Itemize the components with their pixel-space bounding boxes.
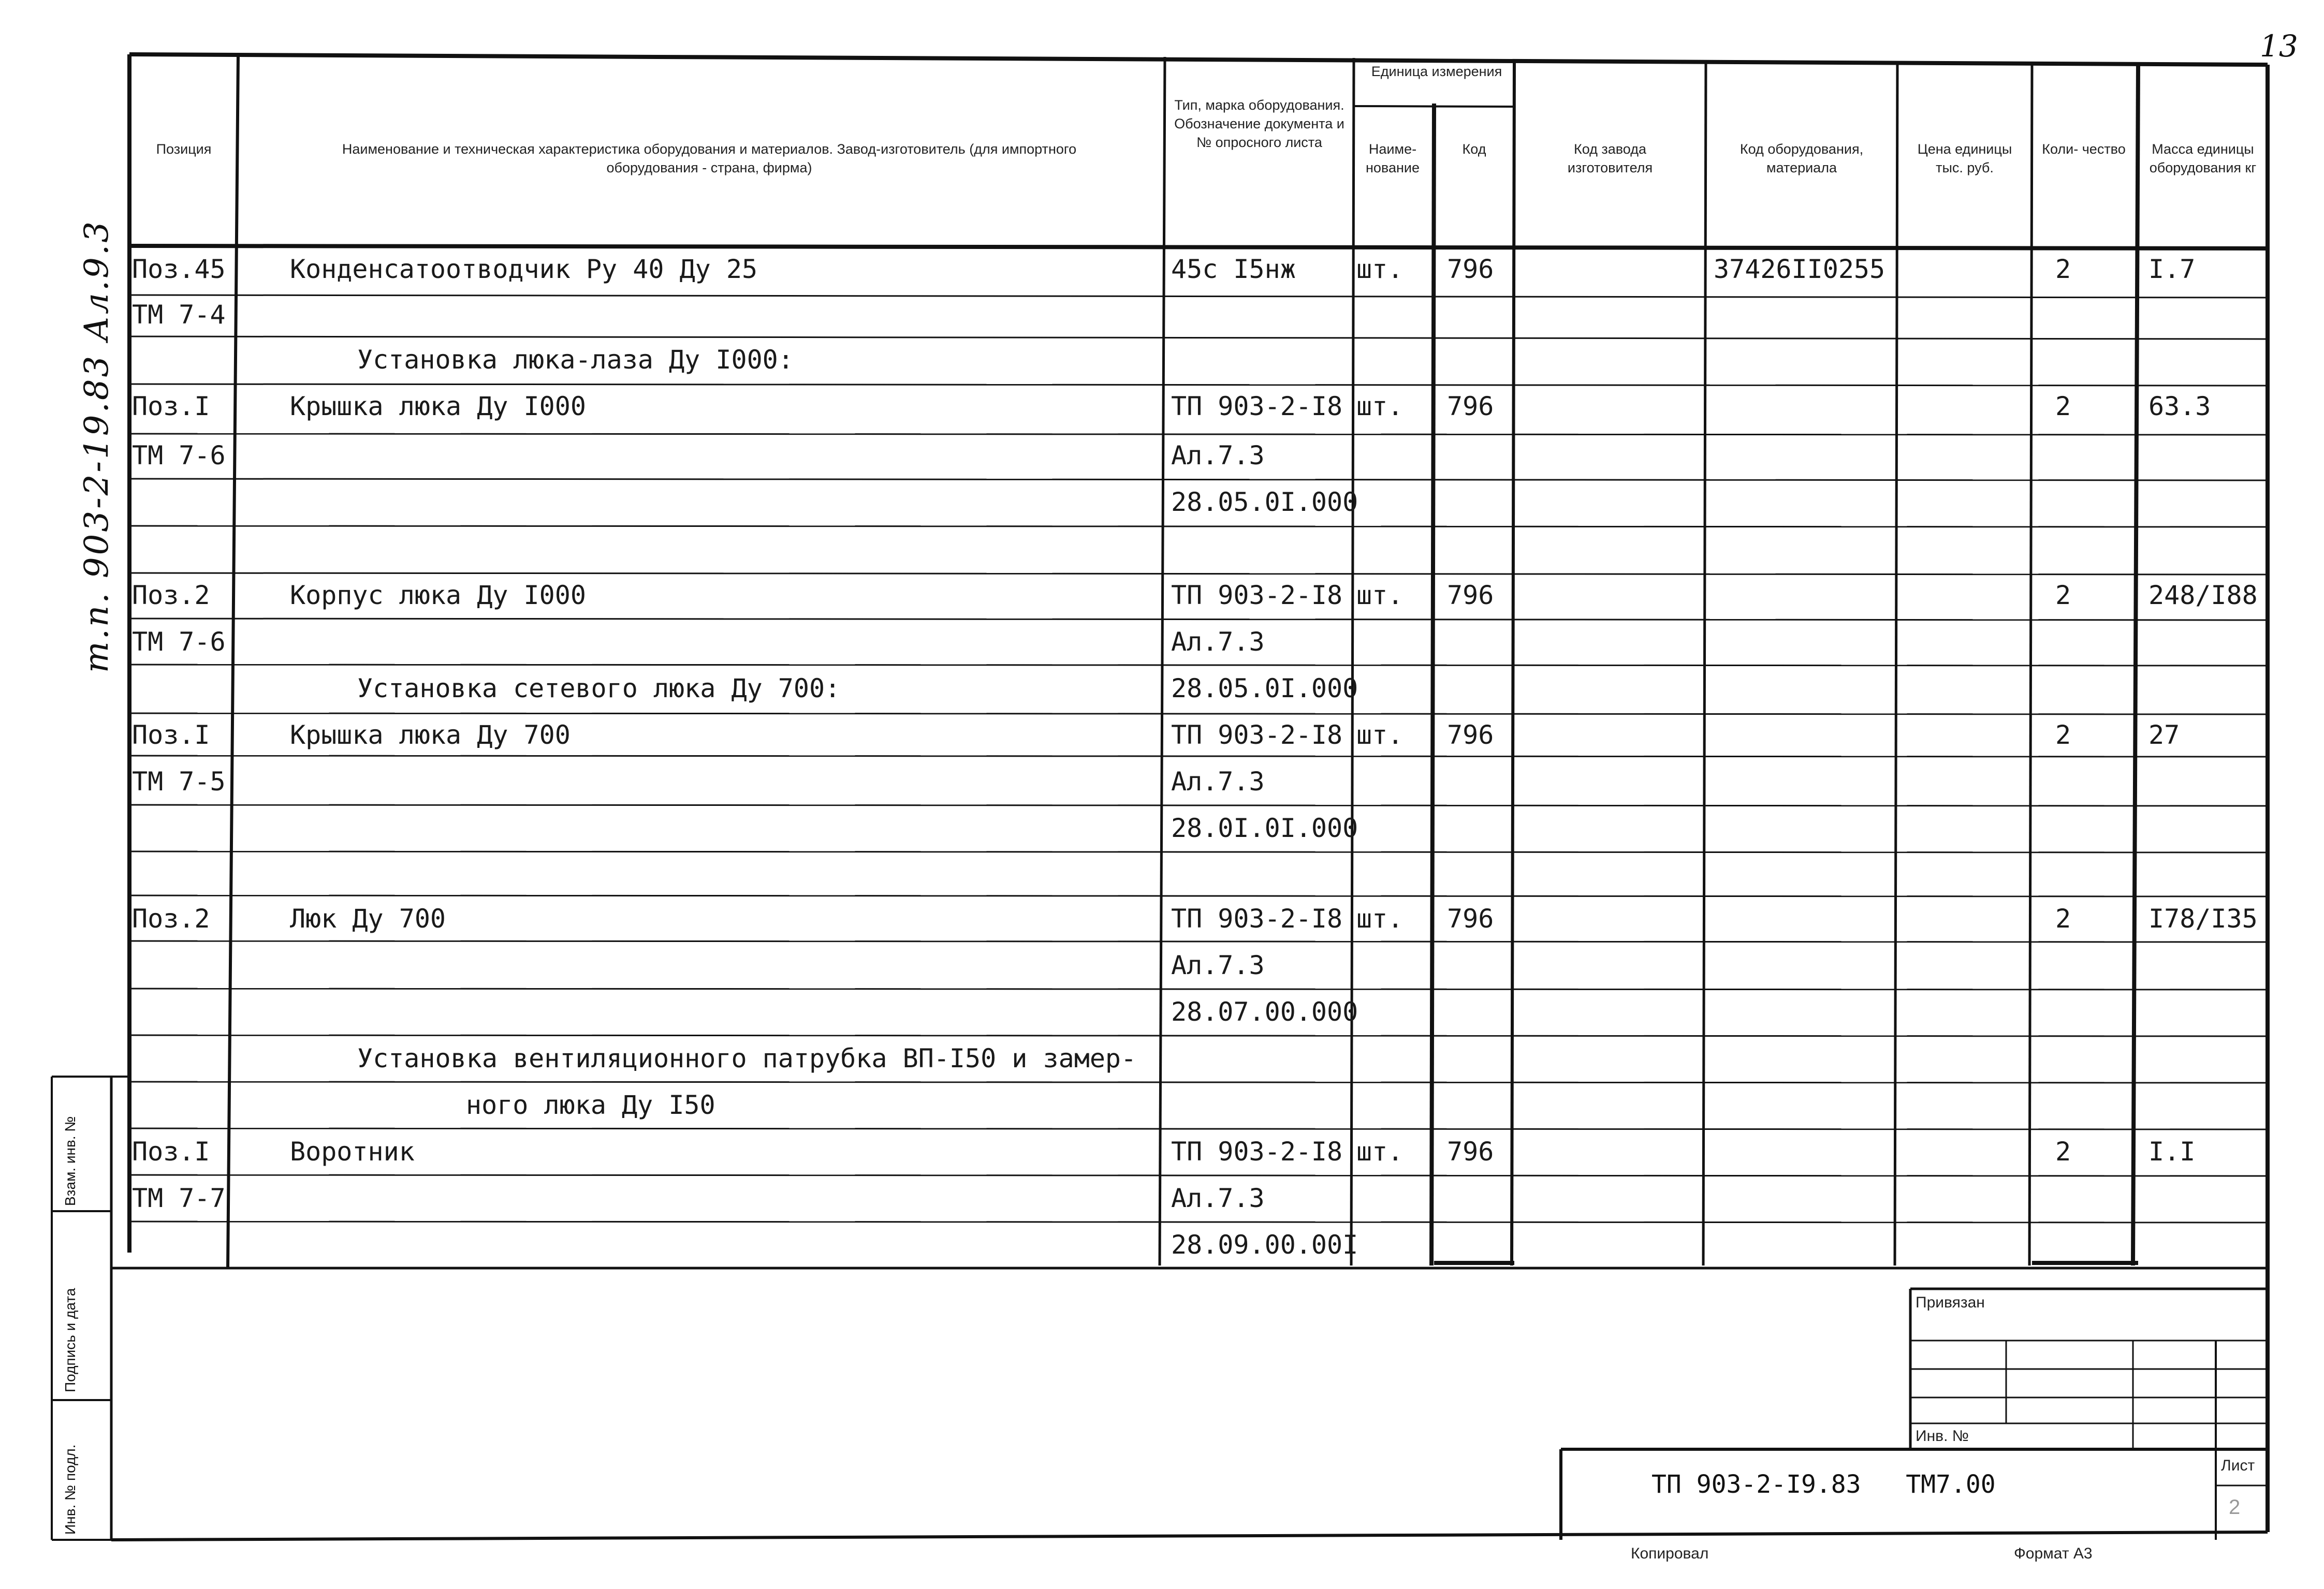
cell-position: Поз.2 [132,904,210,934]
cell-quantity: 2 [2055,1137,2071,1167]
cell-position: ТМ 7-6 [132,440,226,470]
cell-quantity: 2 [2055,580,2071,610]
cell-quantity: 2 [2055,391,2071,421]
cell-position: ТМ 7-4 [132,300,226,330]
cell-type: Ал.7.3 [1171,440,1265,470]
header-unit-name: Наиме- нование [1366,141,1420,175]
cell-type: Ал.7.3 [1171,767,1265,797]
cell-code: 796 [1447,904,1494,934]
cell-type: 28.05.0I.000 [1171,487,1358,517]
cell-name: Крышка люка Ду I000 [290,391,586,421]
cell-name: Установка люка-лаза Ду I000: [357,345,794,375]
header-factory-code: Код завода изготовителя [1567,141,1653,175]
header-position: Позиция [156,141,212,157]
sheet-value: 2 [2229,1496,2241,1519]
margin-label-replaced-inv: Взам. инв. № [62,1116,78,1206]
cell-type: Ал.7.3 [1171,627,1265,657]
cell-position: ТМ 7-6 [132,627,226,657]
header-mass: Масса единицы оборудования кг [2149,141,2257,175]
cell-position: ТМ 7-7 [132,1183,226,1213]
sheet-label: Лист [2221,1457,2255,1474]
cell-name: Конденсатоотводчик Ру 40 Ду 25 [290,254,758,284]
cell-unit: шт. [1356,720,1404,750]
cell-mass: 248/I88 [2148,580,2258,610]
cell-position: Поз.I [132,391,210,421]
header-type: Тип, марка оборудования. Обозначение документа и № опросного листа [1174,97,1344,150]
header-price: Цена единицы тыс. руб. [1917,141,2012,175]
cell-type: Ал.7.3 [1171,1183,1265,1213]
cell-name: Корпус люка Ду I000 [290,580,586,610]
cell-mass: 63.3 [2148,391,2211,421]
cell-name: Воротник [290,1137,415,1167]
cell-type: 45с I5нж [1171,254,1296,284]
cell-type: 28.05.0I.000 [1171,673,1358,703]
cell-mass: I78/I35 [2148,904,2258,934]
header-equipment-code: Код оборудования, материала [1740,141,1864,175]
cell-position: Поз.45 [132,254,226,284]
cell-type: ТП 903-2-I8 [1171,580,1343,610]
margin-label-inv-original: Инв. № подл. [62,1444,78,1535]
cell-mass: I.7 [2148,254,2196,284]
cell-type: 28.07.00.000 [1171,997,1358,1027]
cell-equipment-code: 37426II0255 [1714,254,1885,284]
cell-position: Поз.I [132,720,210,750]
cell-code: 796 [1447,720,1494,750]
cell-name: Люк Ду 700 [290,904,446,934]
cell-quantity: 2 [2055,254,2071,284]
cell-name: ного люка Ду I50 [466,1090,715,1120]
cell-type: 28.0I.0I.000 [1171,813,1358,843]
header-quantity: Коли- чество [2042,141,2126,157]
side-stamp: т.п. 903-2-19.83 Ал.9.3 [78,219,116,673]
cell-unit: шт. [1356,254,1404,284]
cell-code: 796 [1447,1137,1494,1167]
header-unit-group: Единица измерения [1371,64,1502,79]
footer-format: Формат А3 [2014,1545,2093,1562]
cell-unit: шт. [1356,391,1404,421]
cell-type: ТП 903-2-I8 [1171,1137,1343,1167]
cell-unit: шт. [1356,580,1404,610]
cell-type: 28.09.00.00I [1171,1230,1358,1260]
title-block-inv-no: Инв. № [1916,1428,1969,1445]
handwritten-sheet-number: 13 [2260,28,2298,64]
document-designation: ТП 903-2-I9.83 ТМ7.00 [1651,1470,1996,1499]
footer-copied: Копировал [1631,1545,1709,1562]
cell-name: Установка вентиляционного патрубка ВП-I50 и замер- [357,1043,1137,1073]
cell-unit: шт. [1356,1137,1404,1167]
margin-label-signature-date: Подпись и дата [62,1288,78,1392]
header-name: Наименование и техническая характеристика оборудования и материалов. Завод-изготовитель (для импортного оборудования - страна, фирма) [342,141,1077,175]
cell-position: Поз.2 [132,580,210,610]
cell-type: Ал.7.3 [1171,950,1265,980]
cell-position: Поз.I [132,1137,210,1167]
cell-name: Крышка люка Ду 700 [290,720,571,750]
cell-position: ТМ 7-5 [132,767,226,797]
cell-quantity: 2 [2055,720,2071,750]
cell-mass: 27 [2148,720,2180,750]
cell-type: ТП 903-2-I8 [1171,391,1343,421]
header-unit-code: Код [1462,141,1486,157]
cell-unit: шт. [1356,904,1404,934]
cell-mass: I.I [2148,1137,2196,1167]
cell-type: ТП 903-2-I8 [1171,720,1343,750]
cell-code: 796 [1447,391,1494,421]
cell-quantity: 2 [2055,904,2071,934]
cell-type: ТП 903-2-I8 [1171,904,1343,934]
cell-name: Установка сетевого люка Ду 700: [357,673,841,703]
title-block-privyazan: Привязан [1916,1294,1985,1311]
cell-code: 796 [1447,580,1494,610]
cell-code: 796 [1447,254,1494,284]
